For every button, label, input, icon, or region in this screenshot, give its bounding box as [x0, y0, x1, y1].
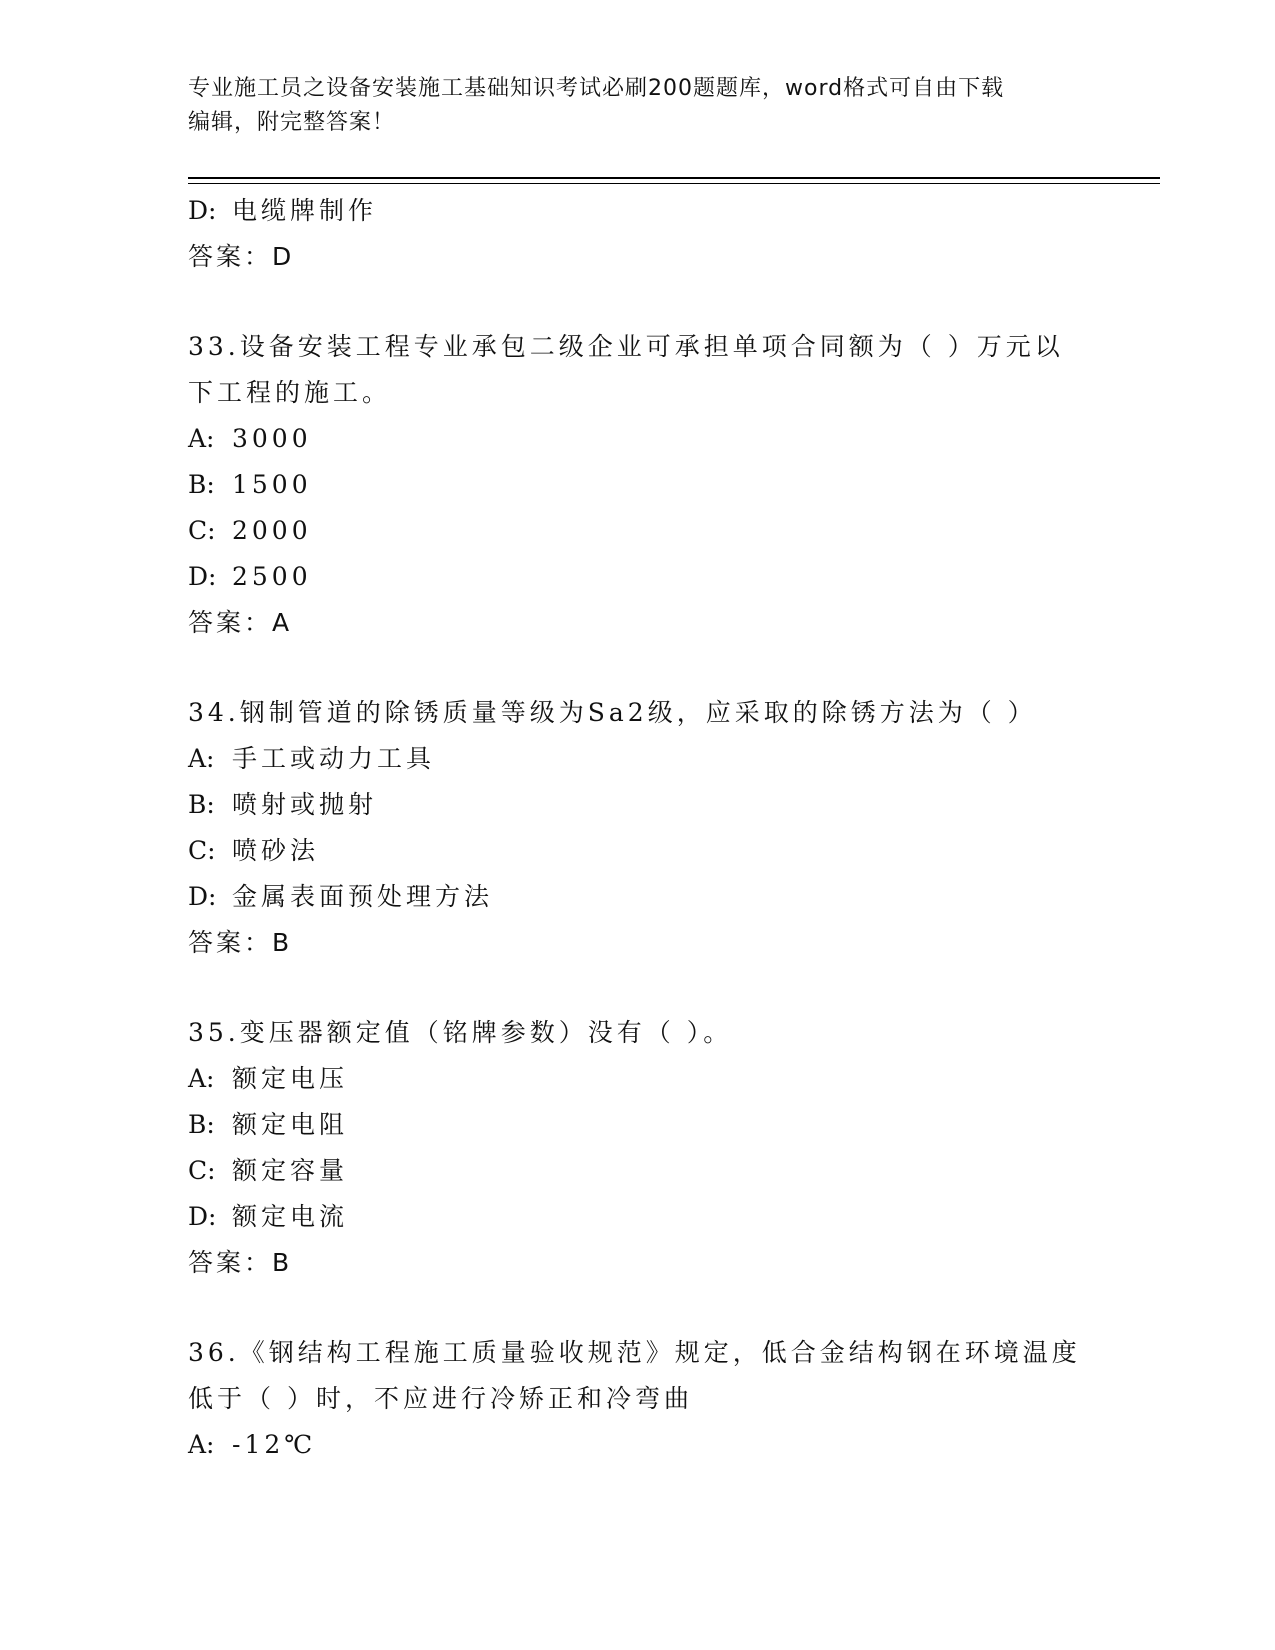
option-text: 额定容量	[232, 1156, 349, 1185]
answer-line	[188, 920, 1088, 966]
question-block	[188, 324, 1088, 646]
option-text: 1500	[232, 470, 312, 499]
option-text: 2000	[232, 516, 312, 545]
question-block	[188, 1010, 1088, 1286]
option-label: C:	[188, 516, 216, 545]
option-b	[188, 1102, 1088, 1148]
option-label: A:	[188, 744, 215, 773]
header-line-1: 专业施工员之设备安装施工基础知识考试必刷200题题库，word格式可自由下载	[188, 76, 1005, 101]
option-label: C:	[188, 1156, 216, 1185]
answer-label: 答案：	[188, 1248, 273, 1277]
question-text: 34.钢制管道的除锈质量等级为Sa2级，应采取的除锈方法为（ ）	[188, 698, 1037, 727]
option-label: D:	[188, 882, 217, 911]
option-label: D:	[188, 196, 217, 225]
option-label: A:	[188, 1430, 215, 1459]
option-d	[188, 554, 1088, 600]
option-c	[188, 1148, 1088, 1194]
option-d	[188, 874, 1088, 920]
option-text: 喷射或抛射	[232, 790, 378, 819]
question-block	[188, 1330, 1088, 1468]
page-header	[188, 72, 1068, 140]
answer-label: 答案：	[188, 242, 273, 271]
option-b	[188, 462, 1088, 508]
option-d	[188, 188, 1088, 234]
option-a	[188, 1422, 1088, 1468]
option-c	[188, 828, 1088, 874]
option-d	[188, 1194, 1088, 1240]
option-label: D:	[188, 562, 217, 591]
option-text: 3000	[232, 424, 312, 453]
answer-value: B	[272, 1248, 293, 1277]
answer-line	[188, 1240, 1088, 1286]
option-text: 额定电压	[232, 1064, 349, 1093]
question-content	[188, 188, 1088, 1468]
header-rule-thin	[188, 183, 1160, 184]
question-text: 36.《钢结构工程施工质量验收规范》规定，低合金结构钢在环境温度	[188, 1338, 1081, 1367]
question-block	[188, 690, 1088, 966]
option-label: D:	[188, 1202, 217, 1231]
header-line-2: 编辑，附完整答案！	[188, 110, 396, 135]
question-text: 33.设备安装工程专业承包二级企业可承担单项合同额为（ ）万元以	[188, 332, 1064, 361]
question-text: 35.变压器额定值（铭牌参数）没有（ ）。	[188, 1018, 733, 1047]
answer-line	[188, 600, 1088, 646]
option-c	[188, 508, 1088, 554]
question-text-cont: 低于（ ）时，不应进行冷矫正和冷弯曲	[188, 1384, 693, 1413]
option-text: 手工或动力工具	[232, 744, 436, 773]
option-label: A:	[188, 424, 215, 453]
answer-label: 答案：	[188, 928, 273, 957]
option-text: 喷砂法	[232, 836, 320, 865]
option-text: 电缆牌制作	[232, 196, 378, 225]
answer-value: B	[272, 928, 293, 957]
option-b	[188, 782, 1088, 828]
option-label: C:	[188, 836, 216, 865]
option-a	[188, 416, 1088, 462]
option-label: A:	[188, 1064, 215, 1093]
option-label: B:	[188, 1110, 215, 1139]
option-text: 2500	[232, 562, 312, 591]
answer-value: D	[272, 242, 295, 271]
option-a	[188, 736, 1088, 782]
option-a	[188, 1056, 1088, 1102]
answer-label: 答案：	[188, 608, 273, 637]
option-text: 金属表面预处理方法	[232, 882, 494, 911]
option-label: B:	[188, 470, 215, 499]
answer-value: A	[272, 608, 293, 637]
option-label: B:	[188, 790, 215, 819]
question-text-cont: 下工程的施工。	[188, 378, 392, 407]
option-text: 额定电流	[232, 1202, 349, 1231]
answer-line	[188, 234, 1088, 280]
header-rule-thick	[188, 177, 1160, 179]
option-text: -12℃	[232, 1430, 317, 1459]
option-text: 额定电阻	[232, 1110, 349, 1139]
